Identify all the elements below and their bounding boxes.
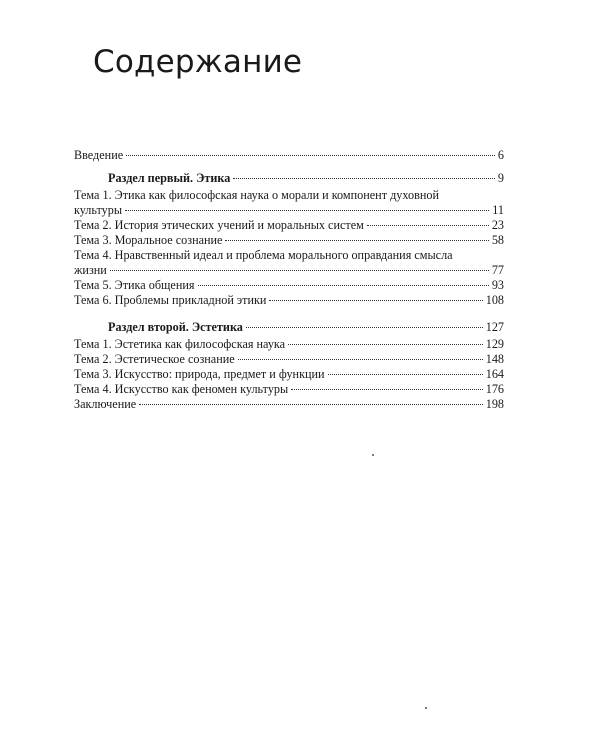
toc-line (74, 278, 504, 293)
toc-line (74, 367, 504, 382)
toc-entry-title: Заключение (74, 397, 137, 411)
dot-leader (291, 389, 483, 390)
toc-line (74, 397, 504, 412)
toc-entry-title-line2: культуры (74, 203, 123, 217)
toc-entry-title-line1: Тема 1. Этика как философская наука о морали и компонент духовной (74, 188, 439, 202)
toc-line (74, 263, 504, 278)
toc-entry-aesthetics-topic-4 (74, 382, 504, 397)
toc-entry-aesthetics-topic-3 (74, 367, 504, 382)
toc-page-number: 164 (485, 367, 504, 381)
toc-line (74, 382, 504, 397)
table-of-contents (74, 148, 504, 412)
toc-line (74, 218, 504, 233)
toc-entry-title: Тема 2. Эстетическое сознание (74, 352, 235, 366)
toc-page-number: 176 (485, 382, 504, 396)
toc-entry-title-line1: Тема 4. Нравственный идеал и проблема морального оправдания смысла (74, 248, 453, 262)
dot-leader (126, 155, 495, 156)
toc-line (74, 293, 504, 308)
toc-page-number: 198 (485, 397, 504, 411)
toc-entry-ethics-topic-6 (74, 293, 504, 308)
toc-entry-title: Тема 1. Эстетика как философская наука (74, 337, 286, 351)
toc-section-title: Раздел первый. Этика (108, 171, 231, 185)
toc-entry-title: Введение (74, 148, 124, 162)
toc-entry-aesthetics-topic-2 (74, 352, 504, 367)
toc-page-number: 93 (491, 278, 504, 292)
toc-page-number: 23 (491, 218, 504, 232)
toc-section-aesthetics (74, 320, 504, 335)
dot-leader (367, 225, 489, 226)
toc-entry-ethics-topic-4 (74, 248, 504, 278)
toc-entry-title: Тема 3. Искусство: природа, предмет и функции (74, 367, 325, 381)
toc-entry-conclusion (74, 397, 504, 412)
toc-entry-title: Тема 2. История этических учений и моральных систем (74, 218, 364, 232)
toc-page-number: 58 (491, 233, 504, 247)
toc-page-number: 9 (497, 171, 504, 185)
toc-entry-ethics-topic-1 (74, 188, 504, 218)
toc-entry-title-line2: жизни (74, 263, 107, 277)
dot-leader (246, 327, 483, 328)
dot-leader (233, 178, 495, 179)
toc-entry-title: Тема 5. Этика общения (74, 278, 195, 292)
toc-entry-ethics-topic-3 (74, 233, 504, 248)
toc-line (74, 171, 504, 186)
toc-line (74, 320, 504, 335)
toc-page-number: 148 (485, 352, 504, 366)
toc-entry-introduction (74, 148, 504, 163)
dot-leader (328, 374, 483, 375)
page-title: Содержание (93, 44, 303, 80)
print-speck (425, 707, 427, 709)
toc-line (74, 148, 504, 163)
toc-entry-title: Тема 4. Искусство как феномен культуры (74, 382, 289, 396)
toc-page-number: 129 (485, 337, 504, 351)
toc-page-number: 108 (485, 293, 504, 307)
dot-leader (238, 359, 483, 360)
toc-page-number: 77 (491, 263, 504, 277)
dot-leader (288, 344, 483, 345)
dot-leader (198, 285, 489, 286)
toc-line (74, 337, 504, 352)
toc-page-number: 11 (492, 203, 504, 217)
toc-entry-title: Тема 3. Моральное сознание (74, 233, 223, 247)
toc-page-number: 6 (497, 148, 504, 162)
toc-page-number: 127 (485, 320, 504, 334)
toc-entry-ethics-topic-2 (74, 218, 504, 233)
dot-leader (225, 240, 488, 241)
dot-leader (125, 210, 489, 211)
toc-entry-ethics-topic-5 (74, 278, 504, 293)
toc-section-title: Раздел второй. Эстетика (108, 320, 243, 334)
print-speck (372, 454, 374, 456)
toc-line (74, 233, 504, 248)
toc-entry-aesthetics-topic-1 (74, 337, 504, 352)
dot-leader (110, 270, 489, 271)
toc-line (74, 203, 504, 218)
toc-entry-title: Тема 6. Проблемы прикладной этики (74, 293, 267, 307)
dot-leader (139, 404, 483, 405)
toc-section-ethics (74, 171, 504, 186)
dot-leader (269, 300, 482, 301)
toc-line (74, 352, 504, 367)
